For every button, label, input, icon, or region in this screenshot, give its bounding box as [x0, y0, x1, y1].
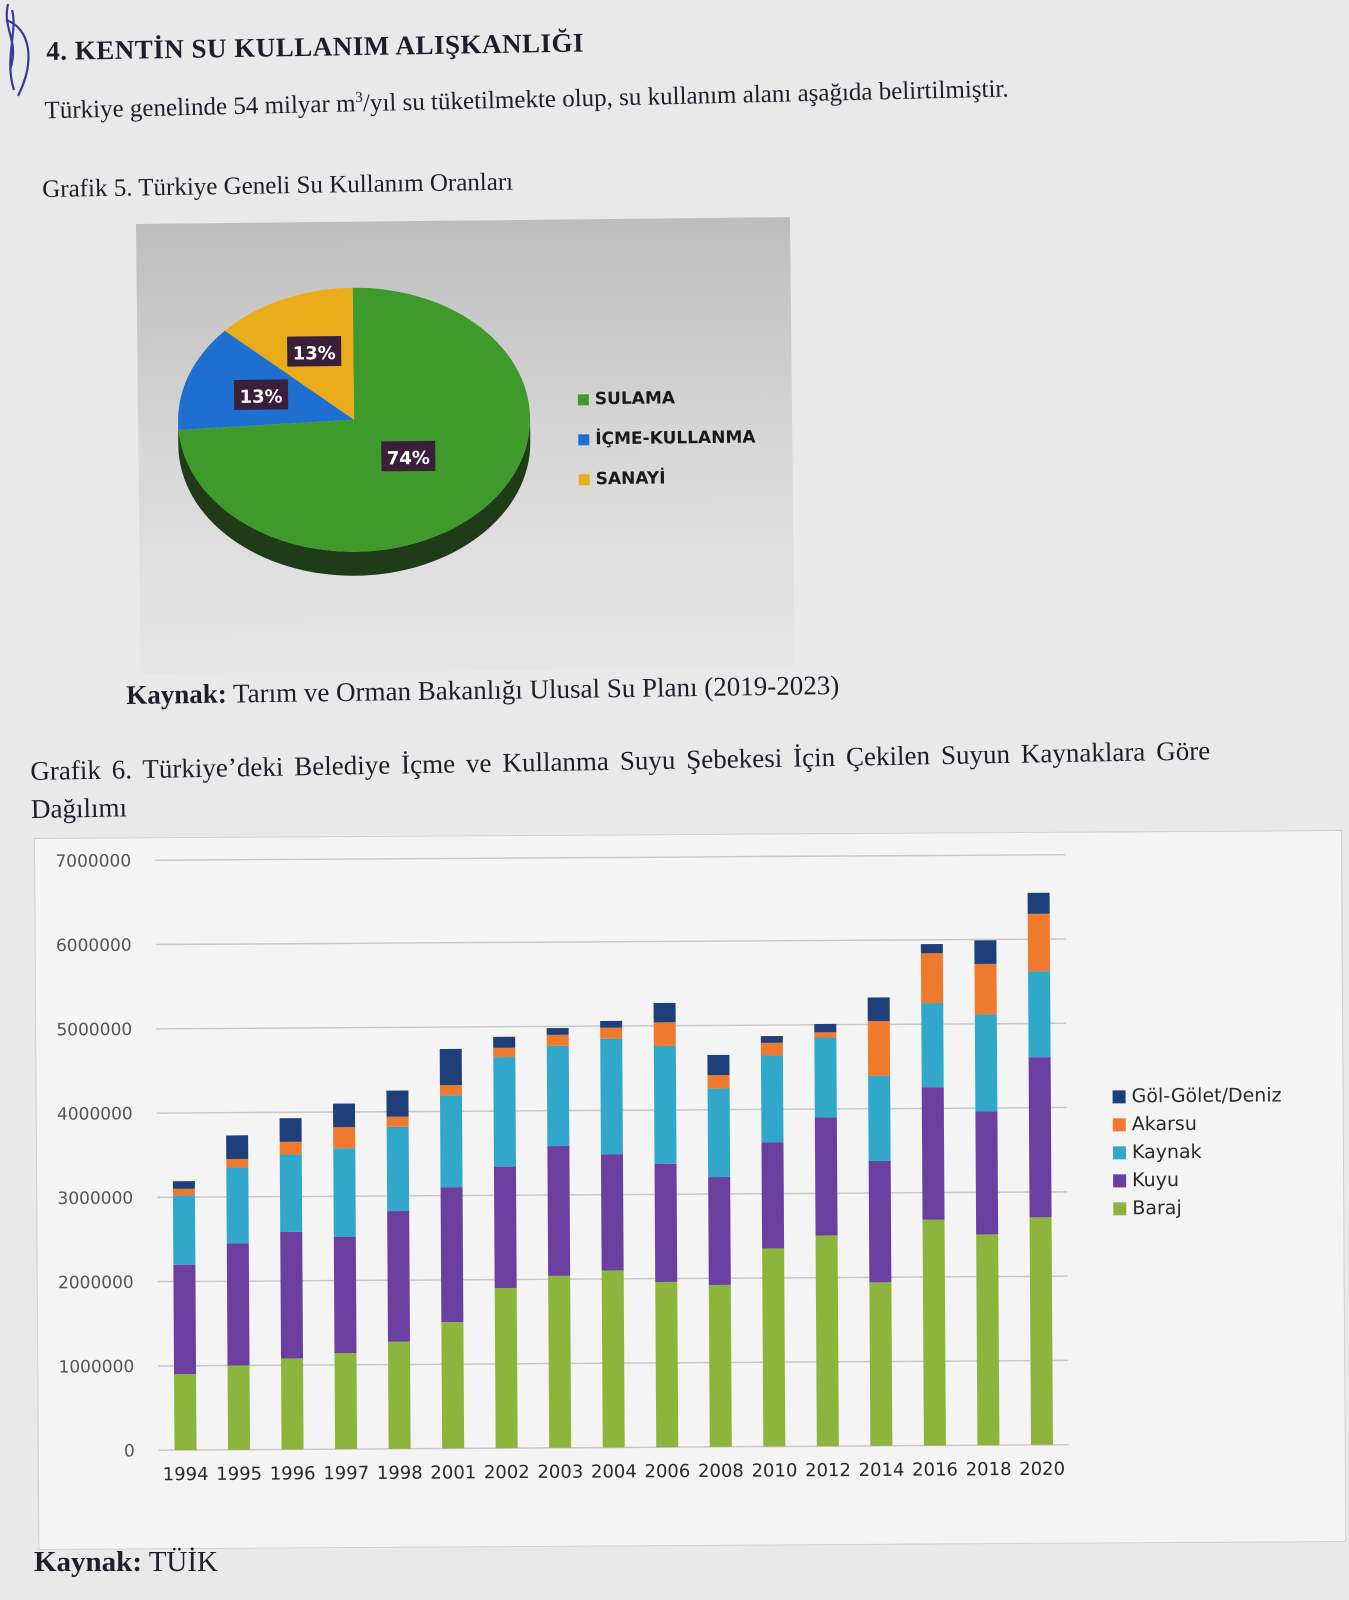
bar-segment	[493, 1048, 515, 1057]
bar-segment	[869, 1282, 892, 1446]
bar-segment	[440, 1049, 462, 1085]
y-tick-label: 0	[123, 1441, 135, 1462]
bar-segment	[868, 997, 890, 1021]
bar-segment	[921, 944, 943, 953]
legend-swatch	[578, 434, 589, 445]
y-tick-label: 5000000	[56, 1019, 133, 1041]
pie-legend-item	[578, 418, 756, 460]
section-heading: 4. KENTİN SU KULLANIM ALIŞKANLIĞI	[46, 27, 585, 66]
bar-segment	[547, 1035, 569, 1046]
pie-legend	[578, 378, 756, 500]
bar-segment	[816, 1235, 839, 1446]
bar-segment	[869, 1161, 892, 1283]
bar-segment	[762, 1248, 785, 1446]
bar-segment	[814, 1037, 836, 1117]
bar-segment	[1028, 971, 1051, 1057]
bar-segment	[974, 964, 996, 1015]
bar-chart-svg	[35, 831, 1345, 1549]
bar-segment	[868, 1076, 891, 1161]
x-tick-label: 1994	[162, 1463, 209, 1486]
legend-swatch	[579, 474, 590, 485]
bar-segment	[387, 1211, 410, 1342]
bar-segment	[547, 1028, 569, 1035]
bar-segment	[440, 1085, 462, 1095]
bar-segment	[601, 1154, 624, 1270]
bar-segment	[441, 1322, 464, 1449]
bar-segment	[280, 1154, 302, 1232]
pie-data-label: 13%	[292, 343, 336, 365]
bar-segment	[280, 1232, 303, 1359]
bar-segment	[600, 1028, 622, 1039]
bar-segment	[921, 953, 943, 1003]
bar-segment	[387, 1127, 410, 1211]
x-tick-label: 2004	[590, 1461, 637, 1483]
bar-segment	[226, 1159, 248, 1168]
x-tick-label: 2016	[912, 1459, 959, 1481]
bar-segment	[1030, 1217, 1053, 1445]
bar-segment	[815, 1117, 838, 1235]
legend-swatch	[1113, 1118, 1126, 1131]
bar-segment	[974, 940, 996, 964]
bar-segment	[761, 1055, 784, 1142]
stacked-bar-chart	[34, 830, 1346, 1550]
bar-segment	[975, 1111, 998, 1234]
gridline	[155, 855, 1065, 861]
bar-segment	[333, 1148, 356, 1237]
pie-chart	[136, 217, 795, 674]
figure5-source-label: Kaynak:	[126, 678, 227, 710]
bar-segment	[761, 1043, 783, 1056]
legend-swatch	[1113, 1202, 1126, 1215]
x-tick-label: 2010	[751, 1460, 798, 1482]
bar-segment	[388, 1342, 411, 1449]
x-tick-label: 1996	[269, 1463, 316, 1485]
bar-segment	[387, 1117, 409, 1127]
bar-legend-label: Akarsu	[1131, 1112, 1197, 1136]
bar-segment	[922, 1087, 945, 1219]
x-tick-label: 2018	[965, 1459, 1012, 1481]
figure6-source	[34, 1546, 218, 1579]
x-tick-label: 2006	[644, 1461, 691, 1483]
bar-segment	[173, 1195, 195, 1264]
pie-legend-label: SANAYİ	[595, 468, 666, 490]
bar-segment	[708, 1089, 731, 1178]
bar-segment	[602, 1270, 625, 1447]
y-tick-label: 3000000	[57, 1188, 134, 1210]
legend-swatch	[1113, 1174, 1126, 1187]
bar-segment	[495, 1288, 518, 1448]
legend-swatch	[1113, 1090, 1126, 1103]
bar-segment	[547, 1046, 570, 1146]
x-tick-label: 2003	[537, 1461, 584, 1483]
bar-segment	[493, 1057, 516, 1167]
bar-segment	[761, 1142, 784, 1248]
bar-segment	[707, 1055, 729, 1075]
bar-segment	[976, 1234, 999, 1445]
y-tick-label: 7000000	[55, 851, 132, 872]
bar-segment	[761, 1036, 783, 1043]
bar-segment	[655, 1164, 678, 1282]
bar-segment	[226, 1167, 248, 1243]
figure5-source-text: Tarım ve Orman Bakanlığı Ulusal Su Planı (2019-2023)	[226, 670, 840, 709]
figure5-caption: Grafik 5. Türkiye Geneli Su Kullanım Oranları	[42, 168, 514, 203]
bar-segment	[654, 1022, 676, 1046]
bar-segment	[1028, 893, 1050, 914]
x-tick-label: 2020	[1019, 1458, 1066, 1480]
bar-legend-label: Kaynak	[1131, 1140, 1202, 1164]
bar-segment	[975, 1014, 998, 1111]
bar-segment	[600, 1021, 622, 1028]
bar-segment	[280, 1142, 302, 1155]
y-tick-label: 4000000	[56, 1104, 133, 1125]
bar-segment	[868, 1021, 890, 1076]
y-tick-label: 6000000	[55, 935, 132, 957]
bar-legend-label: Göl-Gölet/Deniz	[1131, 1084, 1282, 1108]
paragraph-superscript: 3	[355, 89, 364, 106]
gridline	[156, 939, 1066, 945]
bar-segment	[654, 1003, 676, 1023]
pie-legend-label: SULAMA	[594, 388, 676, 410]
bar-segment	[335, 1353, 358, 1449]
legend-swatch	[1113, 1146, 1126, 1159]
figure6-source-label: Kaynak:	[34, 1546, 142, 1578]
bar-segment	[440, 1095, 463, 1187]
x-tick-label: 2014	[858, 1459, 905, 1481]
paragraph-before: Türkiye genelinde 54 milyar m	[44, 90, 356, 125]
paragraph-after: /yıl su tüketilmekte olup, su kullanım alanı aşağıda belirtilmiştir.	[362, 75, 1009, 118]
bar-segment	[493, 1037, 515, 1048]
x-tick-label: 2008	[697, 1460, 744, 1482]
bar-segment	[655, 1282, 678, 1447]
pie-data-label: 74%	[386, 447, 431, 470]
bar-segment	[494, 1167, 517, 1289]
x-tick-label: 1995	[216, 1463, 263, 1485]
bar-segment	[547, 1146, 570, 1276]
pie-legend-item	[578, 458, 756, 500]
pie-data-label: 13%	[239, 386, 283, 408]
y-tick-label: 1000000	[58, 1357, 135, 1378]
bar-legend-label: Kuyu	[1132, 1169, 1180, 1192]
bar-segment	[333, 1103, 355, 1127]
bar-segment	[814, 1024, 836, 1033]
bar-segment	[226, 1135, 248, 1159]
bar-segment	[600, 1039, 623, 1155]
bar-segment	[814, 1032, 836, 1037]
bar-segment	[334, 1237, 357, 1353]
x-tick-label: 2001	[430, 1462, 477, 1484]
bar-segment	[281, 1358, 304, 1449]
bar-segment	[709, 1285, 732, 1447]
bar-legend-label: Baraj	[1132, 1196, 1182, 1220]
figure6-source-text: TÜİK	[141, 1546, 218, 1578]
bar-segment	[923, 1220, 946, 1446]
bar-segment	[1029, 1057, 1052, 1217]
y-tick-label: 2000000	[57, 1272, 134, 1294]
bar-segment	[441, 1187, 464, 1322]
bar-segment	[173, 1189, 195, 1196]
bar-segment	[548, 1276, 571, 1448]
bar-segment	[173, 1265, 196, 1375]
figure5-source	[126, 670, 839, 711]
bar-segment	[228, 1365, 251, 1449]
figure6-caption: Grafik 6. Türkiye’deki Belediye İçme ve Kullanma Suyu Şebekesi İçin Çekilen Suyun Kaynaklara Göre Dağılımı	[30, 735, 1211, 824]
bar-segment	[1028, 914, 1050, 971]
x-tick-label: 2012	[805, 1460, 851, 1482]
x-tick-label: 1997	[323, 1462, 370, 1485]
x-tick-label: 2002	[483, 1461, 530, 1484]
intro-paragraph	[44, 62, 1205, 129]
bar-segment	[708, 1075, 730, 1089]
bar-segment	[333, 1127, 355, 1148]
bar-segment	[921, 1003, 944, 1087]
legend-swatch	[578, 394, 589, 405]
bar-segment	[173, 1181, 195, 1189]
x-tick-label: 1998	[376, 1462, 423, 1484]
bar-segment	[174, 1374, 196, 1450]
bar-segment	[708, 1177, 731, 1285]
bar-segment	[227, 1243, 250, 1365]
bar-segment	[386, 1091, 408, 1117]
pie-legend-item	[578, 378, 756, 420]
bar-segment	[280, 1118, 302, 1142]
pie-legend-label: İÇME-KULLANMA	[595, 427, 756, 450]
bar-segment	[654, 1046, 677, 1164]
